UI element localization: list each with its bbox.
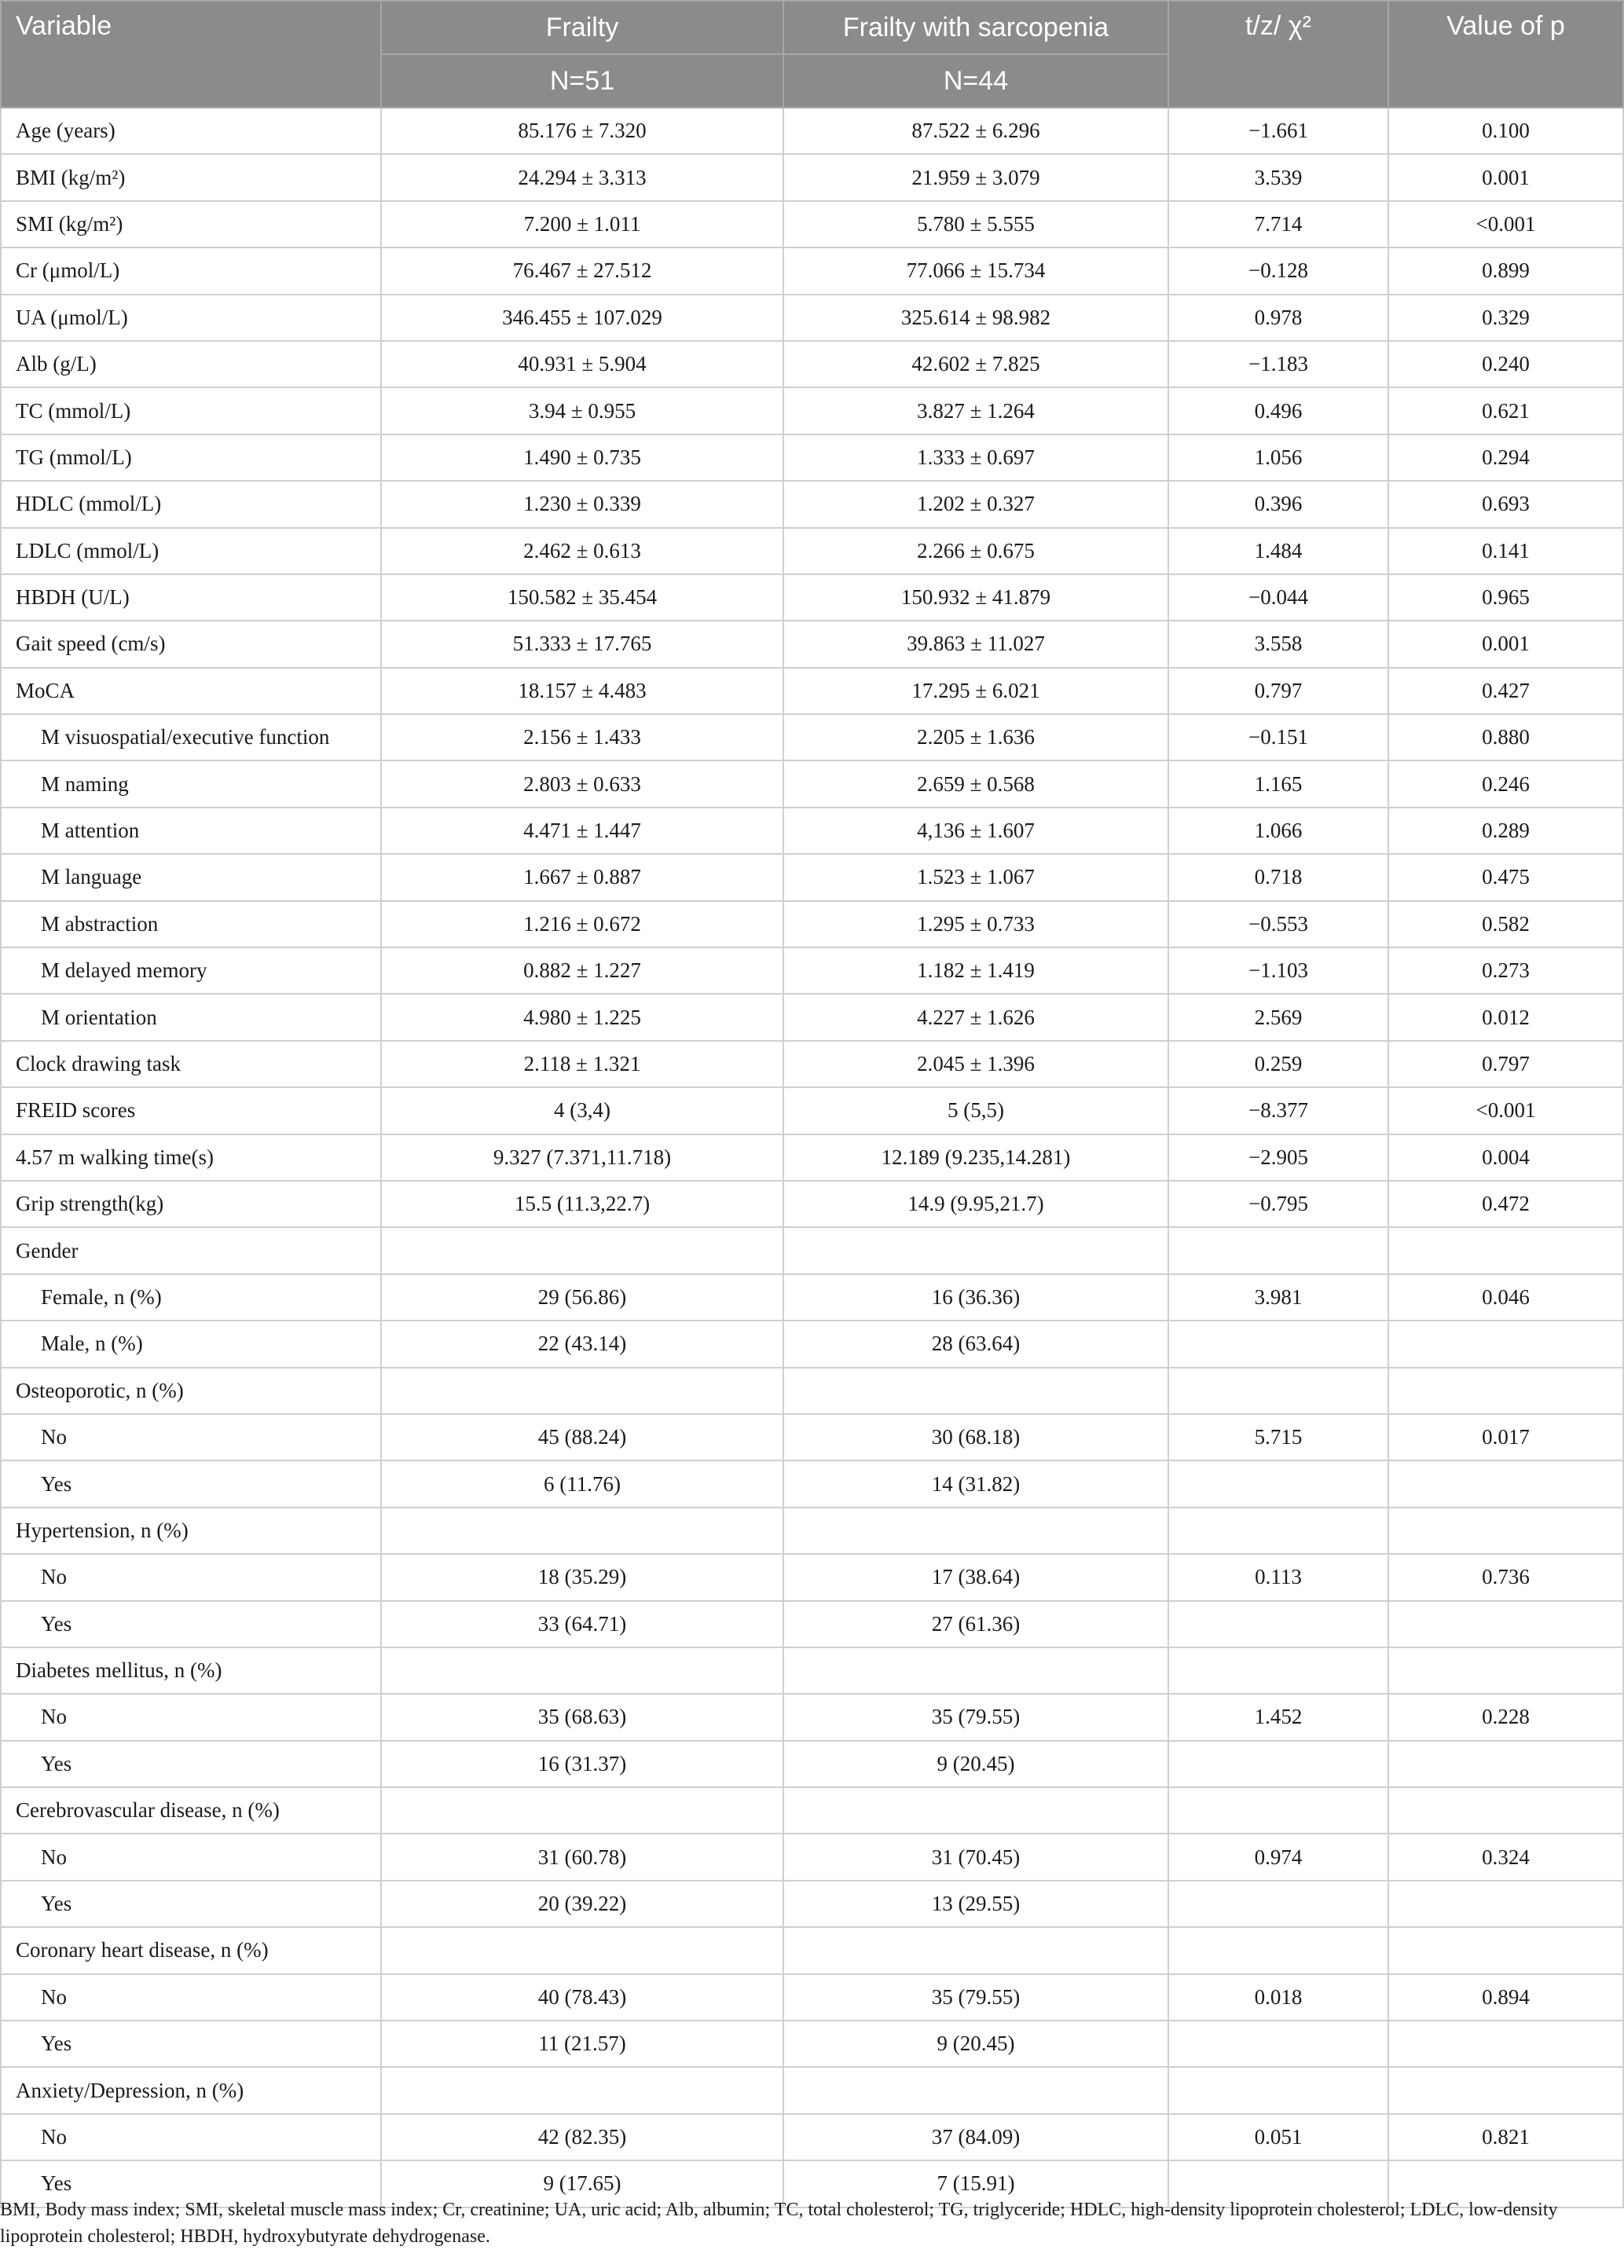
cell-stat xyxy=(1168,1508,1388,1554)
cell-variable: MoCA xyxy=(1,668,381,714)
table-row xyxy=(1,901,1623,947)
cell-frailty: 6 (11.76) xyxy=(381,1460,783,1507)
cell-frailty-sarcopenia: 2.205 ± 1.636 xyxy=(783,714,1168,760)
table-row xyxy=(1,574,1623,621)
cell-frailty: 0.882 ± 1.227 xyxy=(381,947,783,994)
cell-frailty: 150.582 ± 35.454 xyxy=(381,574,783,621)
cell-variable: Alb (g/L) xyxy=(1,341,381,387)
cell-frailty-sarcopenia: 17.295 ± 6.021 xyxy=(783,668,1168,714)
cell-p-value: 0.899 xyxy=(1388,247,1623,294)
cell-stat: 0.974 xyxy=(1168,1834,1388,1880)
table-row xyxy=(1,1554,1623,1600)
cell-frailty-sarcopenia xyxy=(783,2067,1168,2113)
cell-frailty-sarcopenia: 31 (70.45) xyxy=(783,1834,1168,1880)
cell-frailty: 16 (31.37) xyxy=(381,1741,783,1787)
cell-variable: No xyxy=(1,1694,381,1740)
cell-stat: −0.553 xyxy=(1168,901,1388,947)
cell-variable: Age (years) xyxy=(1,108,381,154)
table-row xyxy=(1,341,1623,387)
cell-variable: Yes xyxy=(1,1601,381,1647)
cell-frailty-sarcopenia xyxy=(783,1227,1168,1273)
cell-p-value xyxy=(1388,1787,1623,1834)
cell-frailty-sarcopenia: 13 (29.55) xyxy=(783,1881,1168,1927)
cell-stat: −1.103 xyxy=(1168,947,1388,994)
cell-variable: SMI (kg/m²) xyxy=(1,201,381,247)
cell-variable: M attention xyxy=(1,808,381,854)
cell-p-value: 0.965 xyxy=(1388,574,1623,621)
cell-frailty-sarcopenia: 2.266 ± 0.675 xyxy=(783,528,1168,574)
cell-p-value xyxy=(1388,1601,1623,1647)
cell-stat xyxy=(1168,1927,1388,1973)
cell-p-value: 0.797 xyxy=(1388,1041,1623,1087)
cell-stat xyxy=(1168,1601,1388,1647)
cell-p-value: 0.821 xyxy=(1388,2114,1623,2160)
table-row xyxy=(1,1741,1623,1787)
cell-frailty: 2.118 ± 1.321 xyxy=(381,1041,783,1087)
cell-frailty-sarcopenia: 7 (15.91) xyxy=(783,2160,1168,2207)
cell-frailty: 18.157 ± 4.483 xyxy=(381,668,783,714)
cell-stat: 1.165 xyxy=(1168,760,1388,807)
cell-variable: Male, n (%) xyxy=(1,1321,381,1367)
cell-variable: Cerebrovascular disease, n (%) xyxy=(1,1787,381,1834)
cell-frailty-sarcopenia: 17 (38.64) xyxy=(783,1554,1168,1600)
cell-variable: Grip strength(kg) xyxy=(1,1181,381,1227)
table-row xyxy=(1,1134,1623,1181)
table-row xyxy=(1,714,1623,760)
cell-variable: Osteoporotic, n (%) xyxy=(1,1368,381,1414)
cell-variable: Female, n (%) xyxy=(1,1274,381,1321)
cell-stat xyxy=(1168,1460,1388,1507)
cell-variable: M naming xyxy=(1,760,381,807)
cell-frailty-sarcopenia xyxy=(783,1927,1168,1973)
cell-stat: 3.539 xyxy=(1168,154,1388,200)
cell-p-value: 0.693 xyxy=(1388,481,1623,527)
table-row xyxy=(1,1368,1623,1414)
cell-variable: UA (μmol/L) xyxy=(1,295,381,341)
table-row xyxy=(1,1927,1623,1973)
cell-frailty-sarcopenia: 2.045 ± 1.396 xyxy=(783,1041,1168,1087)
cell-stat: −0.795 xyxy=(1168,1181,1388,1227)
header-frailty-sarcopenia: Frailty with sarcopenia xyxy=(783,1,1168,54)
table-row xyxy=(1,1041,1623,1087)
cell-stat: 0.259 xyxy=(1168,1041,1388,1087)
table-row xyxy=(1,668,1623,714)
cell-frailty xyxy=(381,2067,783,2113)
cell-p-value: 0.294 xyxy=(1388,434,1623,481)
table-row xyxy=(1,1460,1623,1507)
cell-frailty: 24.294 ± 3.313 xyxy=(381,154,783,200)
cell-p-value: 0.046 xyxy=(1388,1274,1623,1321)
cell-frailty xyxy=(381,1647,783,1694)
cell-p-value: 0.736 xyxy=(1388,1554,1623,1600)
cell-stat: 3.981 xyxy=(1168,1274,1388,1321)
table-row xyxy=(1,201,1623,247)
cell-frailty: 4 (3,4) xyxy=(381,1087,783,1134)
cell-p-value: 0.012 xyxy=(1388,994,1623,1040)
cell-stat: 1.066 xyxy=(1168,808,1388,854)
cell-variable: No xyxy=(1,1554,381,1600)
cell-p-value: 0.228 xyxy=(1388,1694,1623,1740)
cell-frailty: 9 (17.65) xyxy=(381,2160,783,2207)
cell-p-value xyxy=(1388,1927,1623,1973)
cell-stat xyxy=(1168,1787,1388,1834)
cell-stat: 0.718 xyxy=(1168,854,1388,900)
cell-frailty: 2.156 ± 1.433 xyxy=(381,714,783,760)
table-row xyxy=(1,854,1623,900)
cell-frailty-sarcopenia: 5.780 ± 5.555 xyxy=(783,201,1168,247)
cell-frailty-sarcopenia: 42.602 ± 7.825 xyxy=(783,341,1168,387)
cell-frailty-sarcopenia: 28 (63.64) xyxy=(783,1321,1168,1367)
table-row xyxy=(1,1508,1623,1554)
cell-p-value xyxy=(1388,1741,1623,1787)
cell-stat: 5.715 xyxy=(1168,1414,1388,1460)
cell-stat: −1.183 xyxy=(1168,341,1388,387)
table-row xyxy=(1,154,1623,200)
table-row xyxy=(1,947,1623,994)
cell-frailty xyxy=(381,1787,783,1834)
cell-p-value xyxy=(1388,1227,1623,1273)
cell-p-value: 0.001 xyxy=(1388,154,1623,200)
cell-variable: 4.57 m walking time(s) xyxy=(1,1134,381,1181)
cell-variable: Diabetes mellitus, n (%) xyxy=(1,1647,381,1694)
cell-stat: 0.018 xyxy=(1168,1974,1388,2021)
table-row xyxy=(1,1321,1623,1367)
cell-frailty: 15.5 (11.3,22.7) xyxy=(381,1181,783,1227)
cell-p-value: 0.472 xyxy=(1388,1181,1623,1227)
cell-frailty: 1.490 ± 0.735 xyxy=(381,434,783,481)
table-row xyxy=(1,387,1623,434)
cell-p-value xyxy=(1388,1321,1623,1367)
cell-frailty-sarcopenia: 35 (79.55) xyxy=(783,1974,1168,2021)
cell-frailty: 33 (64.71) xyxy=(381,1601,783,1647)
cell-frailty-sarcopenia: 4,136 ± 1.607 xyxy=(783,808,1168,854)
cell-stat: 0.496 xyxy=(1168,387,1388,434)
cell-variable: TC (mmol/L) xyxy=(1,387,381,434)
cell-p-value: 0.141 xyxy=(1388,528,1623,574)
cell-frailty: 18 (35.29) xyxy=(381,1554,783,1600)
cell-frailty-sarcopenia: 1.295 ± 0.733 xyxy=(783,901,1168,947)
cell-frailty-sarcopenia: 12.189 (9.235,14.281) xyxy=(783,1134,1168,1181)
table-row xyxy=(1,1694,1623,1740)
table-row xyxy=(1,2067,1623,2113)
cell-variable: No xyxy=(1,1974,381,2021)
cell-stat xyxy=(1168,1647,1388,1694)
cell-variable: No xyxy=(1,2114,381,2160)
cell-p-value xyxy=(1388,2067,1623,2113)
cell-frailty-sarcopenia: 87.522 ± 6.296 xyxy=(783,108,1168,154)
cell-frailty: 20 (39.22) xyxy=(381,1881,783,1927)
table-row xyxy=(1,2114,1623,2160)
table-row xyxy=(1,1181,1623,1227)
cell-variable: Hypertension, n (%) xyxy=(1,1508,381,1554)
header-p-value: Value of p xyxy=(1388,1,1623,108)
cell-p-value: 0.289 xyxy=(1388,808,1623,854)
cell-stat xyxy=(1168,1227,1388,1273)
cell-frailty: 4.471 ± 1.447 xyxy=(381,808,783,854)
table-row xyxy=(1,1647,1623,1694)
cell-p-value: 0.001 xyxy=(1388,621,1623,667)
cell-variable: Gait speed (cm/s) xyxy=(1,621,381,667)
header-n-frailty-sarcopenia: N=44 xyxy=(783,54,1168,108)
cell-variable: M abstraction xyxy=(1,901,381,947)
cell-stat: 0.797 xyxy=(1168,668,1388,714)
cell-p-value xyxy=(1388,1508,1623,1554)
cell-frailty-sarcopenia: 2.659 ± 0.568 xyxy=(783,760,1168,807)
table-row xyxy=(1,1227,1623,1273)
cell-frailty: 35 (68.63) xyxy=(381,1694,783,1740)
cell-frailty-sarcopenia: 1.523 ± 1.067 xyxy=(783,854,1168,900)
cell-frailty-sarcopenia xyxy=(783,1508,1168,1554)
table-row xyxy=(1,1601,1623,1647)
cell-frailty xyxy=(381,1227,783,1273)
cell-frailty-sarcopenia xyxy=(783,1647,1168,1694)
cell-stat: −2.905 xyxy=(1168,1134,1388,1181)
cell-p-value: 0.273 xyxy=(1388,947,1623,994)
cell-frailty-sarcopenia: 4.227 ± 1.626 xyxy=(783,994,1168,1040)
cell-frailty-sarcopenia: 150.932 ± 41.879 xyxy=(783,574,1168,621)
cell-frailty-sarcopenia: 9 (20.45) xyxy=(783,2021,1168,2067)
table-footnote: BMI, Body mass index; SMI, skeletal muscle mass index; Cr, creatinine; UA, uric acid; Alb, albumin; TC, total cholesterol; TG, triglyceride; HDLC, high-density lipoprotein cholesterol; LDLC, low-density lipoprotein cholesterol; HBDH, hydroxybutyrate dehydrogenase. xyxy=(0,2200,1558,2247)
table-row xyxy=(1,1881,1623,1927)
cell-frailty xyxy=(381,1368,783,1414)
cell-variable: LDLC (mmol/L) xyxy=(1,528,381,574)
cell-frailty: 31 (60.78) xyxy=(381,1834,783,1880)
cell-stat: 0.051 xyxy=(1168,2114,1388,2160)
header-frailty: Frailty xyxy=(381,1,783,54)
cell-frailty: 40.931 ± 5.904 xyxy=(381,341,783,387)
cell-p-value: 0.329 xyxy=(1388,295,1623,341)
cell-stat xyxy=(1168,1741,1388,1787)
cell-frailty-sarcopenia: 5 (5,5) xyxy=(783,1087,1168,1134)
cell-frailty-sarcopenia: 9 (20.45) xyxy=(783,1741,1168,1787)
header-variable: Variable xyxy=(1,1,381,108)
cell-frailty: 40 (78.43) xyxy=(381,1974,783,2021)
cell-p-value xyxy=(1388,1647,1623,1694)
table-header xyxy=(1,1,1623,108)
cell-stat: −1.661 xyxy=(1168,108,1388,154)
table-row xyxy=(1,760,1623,807)
cell-p-value: 0.894 xyxy=(1388,1974,1623,2021)
table-row xyxy=(1,295,1623,341)
cell-frailty: 11 (21.57) xyxy=(381,2021,783,2067)
cell-p-value: 0.427 xyxy=(1388,668,1623,714)
cell-stat xyxy=(1168,1368,1388,1414)
cell-frailty: 3.94 ± 0.955 xyxy=(381,387,783,434)
cell-variable: No xyxy=(1,1414,381,1460)
cell-frailty: 1.230 ± 0.339 xyxy=(381,481,783,527)
cell-stat: 0.113 xyxy=(1168,1554,1388,1600)
cell-variable: Yes xyxy=(1,2160,381,2207)
cell-variable: HBDH (U/L) xyxy=(1,574,381,621)
cell-p-value: 0.324 xyxy=(1388,1834,1623,1880)
cell-frailty-sarcopenia: 325.614 ± 98.982 xyxy=(783,295,1168,341)
cell-stat xyxy=(1168,2067,1388,2113)
table-row xyxy=(1,994,1623,1040)
table-row xyxy=(1,434,1623,481)
cell-frailty: 76.467 ± 27.512 xyxy=(381,247,783,294)
cell-variable: Yes xyxy=(1,2021,381,2067)
cell-frailty: 85.176 ± 7.320 xyxy=(381,108,783,154)
cell-stat: 1.056 xyxy=(1168,434,1388,481)
cell-variable: Yes xyxy=(1,1881,381,1927)
cell-p-value: 0.475 xyxy=(1388,854,1623,900)
cell-stat: −0.151 xyxy=(1168,714,1388,760)
cell-variable: M language xyxy=(1,854,381,900)
table-row xyxy=(1,621,1623,667)
cell-variable: TG (mmol/L) xyxy=(1,434,381,481)
cell-frailty: 4.980 ± 1.225 xyxy=(381,994,783,1040)
cell-p-value: <0.001 xyxy=(1388,1087,1623,1134)
table-row xyxy=(1,1974,1623,2021)
cell-variable: Yes xyxy=(1,1741,381,1787)
cell-stat xyxy=(1168,1881,1388,1927)
cell-frailty: 51.333 ± 17.765 xyxy=(381,621,783,667)
cell-frailty-sarcopenia: 77.066 ± 15.734 xyxy=(783,247,1168,294)
cell-frailty xyxy=(381,1508,783,1554)
cell-frailty-sarcopenia xyxy=(783,1368,1168,1414)
cell-frailty-sarcopenia: 14.9 (9.95,21.7) xyxy=(783,1181,1168,1227)
cell-variable: Coronary heart disease, n (%) xyxy=(1,1927,381,1973)
table-row xyxy=(1,1834,1623,1880)
table-row xyxy=(1,481,1623,527)
table-row xyxy=(1,1414,1623,1460)
cell-variable: Yes xyxy=(1,1460,381,1507)
cell-variable: M delayed memory xyxy=(1,947,381,994)
header-n-frailty: N=51 xyxy=(381,54,783,108)
table-row xyxy=(1,808,1623,854)
cell-p-value: 0.246 xyxy=(1388,760,1623,807)
cell-p-value: 0.880 xyxy=(1388,714,1623,760)
table-body xyxy=(1,108,1623,2208)
cell-stat: 7.714 xyxy=(1168,201,1388,247)
cell-stat: −8.377 xyxy=(1168,1087,1388,1134)
cell-variable: FREID scores xyxy=(1,1087,381,1134)
cell-frailty: 22 (43.14) xyxy=(381,1321,783,1367)
table-row xyxy=(1,2021,1623,2067)
cell-p-value xyxy=(1388,2021,1623,2067)
cell-p-value xyxy=(1388,1460,1623,1507)
header-stat: t/z/ χ² xyxy=(1168,1,1388,108)
cell-p-value: <0.001 xyxy=(1388,201,1623,247)
cell-frailty-sarcopenia: 16 (36.36) xyxy=(783,1274,1168,1321)
cell-stat: 2.569 xyxy=(1168,994,1388,1040)
cell-frailty-sarcopenia: 3.827 ± 1.264 xyxy=(783,387,1168,434)
cell-stat: −0.044 xyxy=(1168,574,1388,621)
cell-frailty: 1.667 ± 0.887 xyxy=(381,854,783,900)
table-row xyxy=(1,247,1623,294)
cell-frailty: 346.455 ± 107.029 xyxy=(381,295,783,341)
table-row xyxy=(1,1274,1623,1321)
cell-frailty: 1.216 ± 0.672 xyxy=(381,901,783,947)
cell-variable: Cr (μmol/L) xyxy=(1,247,381,294)
cell-variable: Clock drawing task xyxy=(1,1041,381,1087)
cell-p-value: 0.100 xyxy=(1388,108,1623,154)
cell-frailty: 42 (82.35) xyxy=(381,2114,783,2160)
cell-p-value xyxy=(1388,1368,1623,1414)
cell-variable: HDLC (mmol/L) xyxy=(1,481,381,527)
cell-frailty: 7.200 ± 1.011 xyxy=(381,201,783,247)
table-row xyxy=(1,108,1623,154)
table-row xyxy=(1,1787,1623,1834)
cell-frailty: 2.803 ± 0.633 xyxy=(381,760,783,807)
cell-frailty xyxy=(381,1927,783,1973)
cell-frailty-sarcopenia: 30 (68.18) xyxy=(783,1414,1168,1460)
cell-stat xyxy=(1168,2021,1388,2067)
cell-frailty: 2.462 ± 0.613 xyxy=(381,528,783,574)
cell-frailty-sarcopenia: 1.182 ± 1.419 xyxy=(783,947,1168,994)
cell-frailty-sarcopenia xyxy=(783,1787,1168,1834)
cell-frailty-sarcopenia: 1.333 ± 0.697 xyxy=(783,434,1168,481)
cell-stat xyxy=(1168,1321,1388,1367)
cell-variable: BMI (kg/m²) xyxy=(1,154,381,200)
cell-p-value: 0.240 xyxy=(1388,341,1623,387)
cell-frailty-sarcopenia: 35 (79.55) xyxy=(783,1694,1168,1740)
cell-variable: No xyxy=(1,1834,381,1880)
cell-variable: M visuospatial/executive function xyxy=(1,714,381,760)
cell-stat: 1.484 xyxy=(1168,528,1388,574)
cell-stat: 0.396 xyxy=(1168,481,1388,527)
cell-frailty: 45 (88.24) xyxy=(381,1414,783,1460)
cell-p-value: 0.621 xyxy=(1388,387,1623,434)
cell-frailty-sarcopenia: 39.863 ± 11.027 xyxy=(783,621,1168,667)
cell-frailty-sarcopenia: 37 (84.09) xyxy=(783,2114,1168,2160)
cell-p-value xyxy=(1388,1881,1623,1927)
cell-stat: −0.128 xyxy=(1168,247,1388,294)
cell-frailty: 29 (56.86) xyxy=(381,1274,783,1321)
cell-variable: M orientation xyxy=(1,994,381,1040)
cell-stat: 3.558 xyxy=(1168,621,1388,667)
cell-stat: 0.978 xyxy=(1168,295,1388,341)
cell-frailty: 9.327 (7.371,11.718) xyxy=(381,1134,783,1181)
cell-variable: Gender xyxy=(1,1227,381,1273)
cell-stat: 1.452 xyxy=(1168,1694,1388,1740)
cell-p-value: 0.017 xyxy=(1388,1414,1623,1460)
cell-frailty-sarcopenia: 14 (31.82) xyxy=(783,1460,1168,1507)
cell-variable: Anxiety/Depression, n (%) xyxy=(1,2067,381,2113)
table-row xyxy=(1,528,1623,574)
cell-p-value: 0.582 xyxy=(1388,901,1623,947)
table-row xyxy=(1,1087,1623,1134)
cell-frailty-sarcopenia: 21.959 ± 3.079 xyxy=(783,154,1168,200)
cell-frailty-sarcopenia: 1.202 ± 0.327 xyxy=(783,481,1168,527)
cell-p-value: 0.004 xyxy=(1388,1134,1623,1181)
cell-frailty-sarcopenia: 27 (61.36) xyxy=(783,1601,1168,1647)
